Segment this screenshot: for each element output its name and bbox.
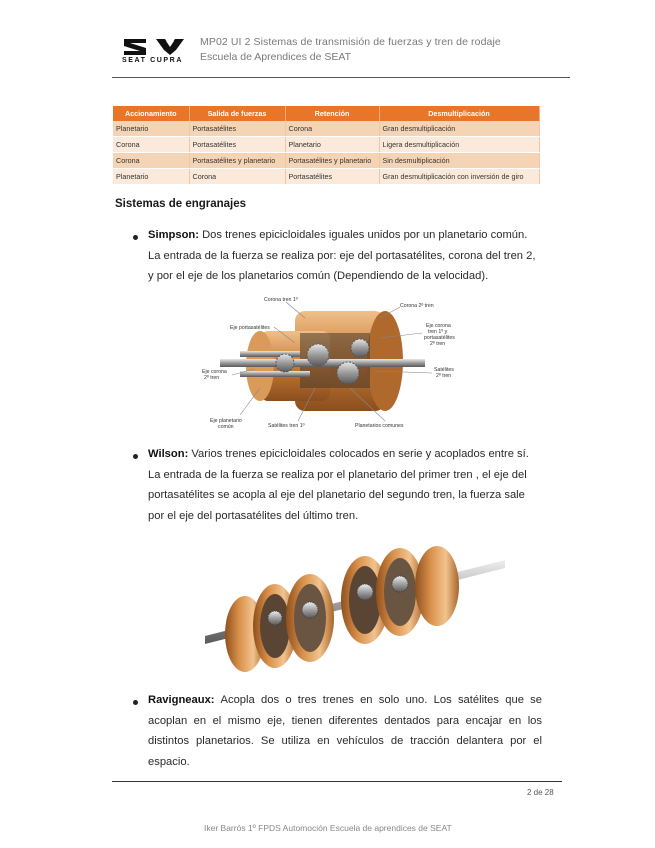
table-cell: Corona — [113, 153, 189, 169]
table-row — [113, 137, 539, 153]
diagram-label: tren 1º y — [428, 329, 448, 335]
gear-shape — [302, 602, 318, 618]
table-cell: Planetario — [285, 137, 379, 153]
simpson-gearset-diagram — [200, 293, 466, 439]
diagram-label: 2º tren — [204, 375, 220, 381]
table-cell: Planetario — [113, 169, 189, 185]
bullet-term: Wilson: — [148, 448, 189, 460]
bullet-text: acoplan en el mismo eje, tienen diferentes dentados para encajar en los — [148, 714, 542, 727]
bullet-text: y por el eje de los planetarios común (Dependiendo de la velocidad). — [148, 270, 489, 282]
gear-shape — [337, 362, 359, 384]
diagram-label: Eje corona — [202, 369, 227, 375]
seat-logo-icon — [122, 38, 148, 56]
table-cell: Portasatélites — [189, 121, 285, 137]
diagram-label: 2º tren — [430, 341, 446, 347]
footer-divider — [112, 781, 562, 782]
diagram-label: Planetarios comunes — [355, 423, 404, 429]
header-title: MP02 UI 2 Sistemas de transmisión de fuerzas y tren de rodaje — [200, 36, 501, 48]
bullet-icon — [133, 454, 138, 459]
bullet-text: La entrada de la fuerza se realiza por: eje del portasatélites, corona del tren 2, — [148, 249, 536, 262]
table-cell: Ligera desmultiplicación — [379, 137, 539, 153]
shaft-shape — [240, 351, 300, 357]
diagram-label: portasatélites — [424, 335, 455, 341]
bullet-text: Dos trenes epicicloidales iguales unidos por un planetario común. — [202, 229, 528, 241]
bullet-text: portasatélites se acopla al eje del planetario del segundo tren, la fuerza sale — [148, 489, 525, 501]
diagram-label: Eje portasatélites — [230, 325, 270, 331]
bullet-icon — [133, 700, 138, 705]
bullet-ravigneaux — [148, 690, 542, 772]
bullet-term: Simpson: — [148, 229, 199, 241]
gear-shape — [351, 339, 369, 357]
table-cell: Corona — [189, 169, 285, 185]
page-number: 2 de 28 — [527, 788, 554, 797]
table-header-cell: Salida de fuerzas — [189, 106, 285, 121]
gear-ratio-table — [113, 106, 540, 185]
diagram-label: 2º tren — [436, 373, 452, 379]
table-cell: Portasatélites — [285, 169, 379, 185]
gear-shape — [392, 576, 408, 592]
table-cell: Corona — [113, 137, 189, 153]
diagram-label: Satélites tren 1º — [268, 423, 305, 429]
gear-shape — [276, 354, 294, 372]
bullet-term: Ravigneaux: — [148, 694, 215, 706]
table-cell: Portasatélites — [189, 137, 285, 153]
gear-shape — [357, 584, 373, 600]
table-row — [113, 169, 539, 185]
gear-shape — [307, 344, 329, 366]
footer-credit: Iker Barrós 1º FPDS Automoción Escuela de aprendices de SEAT — [204, 823, 452, 833]
header-divider — [112, 77, 570, 78]
drum-inner-shape — [260, 594, 290, 658]
bullet-text: La entrada de la fuerza se realiza por el planetario del primer tren , el eje del — [148, 468, 527, 481]
table-cell: Portasatélites y planetario — [285, 153, 379, 169]
wilson-gearset-diagram — [205, 538, 505, 678]
table-header-cell: Accionamiento — [113, 106, 189, 121]
shaft-shape — [240, 371, 310, 377]
diagram-label: Corona 2º tren — [400, 303, 434, 309]
logo-text: SEAT CUPRA — [122, 57, 183, 64]
cupra-logo-icon — [155, 38, 185, 56]
table-row — [113, 121, 539, 137]
gear-shape — [268, 611, 282, 625]
diagram-label: Satélites — [434, 367, 454, 373]
table-cell: Corona — [285, 121, 379, 137]
bullet-text: por el eje del portasatélites del último tren. — [148, 509, 359, 522]
table-row — [113, 153, 539, 169]
header-subtitle: Escuela de Aprendices de SEAT — [200, 51, 351, 63]
diagram-label: común — [218, 424, 234, 430]
bullet-text: espacio. — [148, 755, 190, 768]
bullet-simpson — [148, 225, 548, 287]
diagram-label: Eje corona — [426, 323, 451, 329]
table-header-row — [113, 106, 539, 121]
table-cell: Planetario — [113, 121, 189, 137]
table-header-cell: Desmultiplicación — [379, 106, 539, 121]
bullet-icon — [133, 235, 138, 240]
table-cell: Gran desmultiplicación con inversión de giro — [379, 169, 539, 185]
table-header-cell: Retención — [285, 106, 379, 121]
table-cell: Gran desmultiplicación — [379, 121, 539, 137]
diagram-label: Corona tren 1º — [264, 297, 298, 303]
table-cell: Sin desmultiplicación — [379, 153, 539, 169]
bullet-text: Varios trenes epicicloidales colocados en serie y acoplados entre sí. — [191, 448, 529, 460]
section-title: Sistemas de engranajes — [115, 198, 247, 210]
diagram-label: Eje planetario — [210, 418, 242, 424]
brand-logos — [122, 38, 194, 68]
bullet-text: Acopla dos o tres trenes en solo uno. Los satélites que se — [220, 694, 542, 706]
bullet-wilson — [148, 444, 542, 526]
drum-shape — [415, 546, 459, 626]
bullet-text: distintos planetarios. Se utiliza en vehículos de tracción delantera por el — [148, 735, 542, 747]
table-cell: Portasatélites y planetario — [189, 153, 285, 169]
